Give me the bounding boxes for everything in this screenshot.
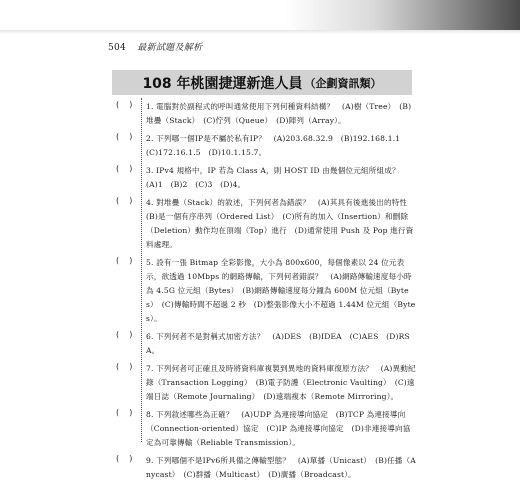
question-text: 5. 設有一張 Bitmap 全彩影像，大小為 800x600，每個像素以 24 位元表示，欲透過 10Mbps 的網路傳輸，下列何者錯誤？ (A)網路傳輸速度每小時為 4.5G 位元組（Bytes） (B)網路傳輸速度每分鐘為 600M 位元組（Bytes） (C)傳輸時間不超過 2 秒 (D)整張影像大小不超過 1.44M 位元組（Bytes）。 (146, 258, 416, 323)
question-item-3 (116, 164, 416, 192)
question-text: 1. 電腦對於副程式的呼叫通常使用下列何種資料結構？ (A)樹（Tree） (B)堆疊（Stack） (C)佇列（Queue） (D)陣列（Array）。 (146, 102, 412, 125)
question-item-4 (116, 196, 416, 252)
answer-slot: ( ) (116, 164, 133, 173)
answer-slot: ( ) (116, 454, 133, 463)
answer-slot: ( ) (116, 132, 133, 141)
book-title: 最新試題及解析 (137, 43, 203, 53)
question-item-8 (116, 408, 416, 450)
question-text: 9. 下列哪個不是IPv6所具備之傳輸型態？ (A)單播（Unicast） (B)任播（Anycast） (C)群播（Multicast） (D)廣播（Broadcast）。 (146, 456, 416, 479)
page-number: 504 (108, 43, 127, 53)
question-item-6 (116, 330, 416, 358)
running-header (108, 40, 202, 53)
question-item-9 (116, 454, 416, 482)
exam-subtitle: （企劃資訊類） (304, 76, 382, 90)
question-text: 6. 下列何者不是對稱式加密方法？ (A)DES (B)IDEA (C)AES (D)RSA。 (146, 332, 410, 355)
exam-title-banner (112, 70, 412, 95)
answer-slot: ( ) (116, 362, 133, 371)
question-item-1 (116, 100, 416, 128)
answer-slot: ( ) (116, 100, 133, 109)
top-gradient-band (0, 0, 520, 30)
question-text: 7. 下列何者可正確且及時將資料庫複製到異地的資料庫復原方法？ (A)異動紀錄（Transaction Logging） (B)電子防護（Electronic Vaulting） (C)遠端日誌（Remote Journaling） (D)遠端複本（Remote Mirroring）。 (146, 364, 416, 401)
question-text: 8. 下列敘述哪些為正確？ (A)UDP 為連接導向協定 (B)TCP 為連接導向（Connection-oriented）協定 (C)IP 為連接導向協定 (D)非連接導向協定為可靠傳輸（Reliable Transmission）。 (146, 410, 411, 447)
question-text: 4. 對堆疊（Stack）的敘述，下列何者為錯誤？ (A)其具有後進後出的特性 (B)是一個有序串列（Ordered List） (C)所有的加入（Insertion）和刪除（Deletion）動作均在頂端（Top）進行 (D)通常使用 Push 及 Pop 進行資料處理。 (146, 198, 415, 249)
question-item-5 (116, 256, 416, 326)
answer-slot: ( ) (116, 330, 133, 339)
question-list (116, 100, 416, 486)
question-item-2 (116, 132, 416, 160)
question-text: 2. 下列哪一個IP是不屬於私有IP？ (A)203.68.32.9 (B)192.168.1.1 (C)172.16.1.5 (D)10.1.15.7。 (146, 134, 408, 157)
question-text: 3. IPv4 規格中，IP 若為 Class A，則 HOST ID 由幾個位元組所組成？ (A)1 (B)2 (C)3 (D)4。 (146, 166, 408, 189)
exam-title: 108 年桃園捷運新進人員 (142, 75, 303, 92)
question-item-7 (116, 362, 416, 404)
answer-slot: ( ) (116, 196, 133, 205)
answer-slot: ( ) (116, 408, 133, 417)
answer-slot: ( ) (116, 256, 133, 265)
